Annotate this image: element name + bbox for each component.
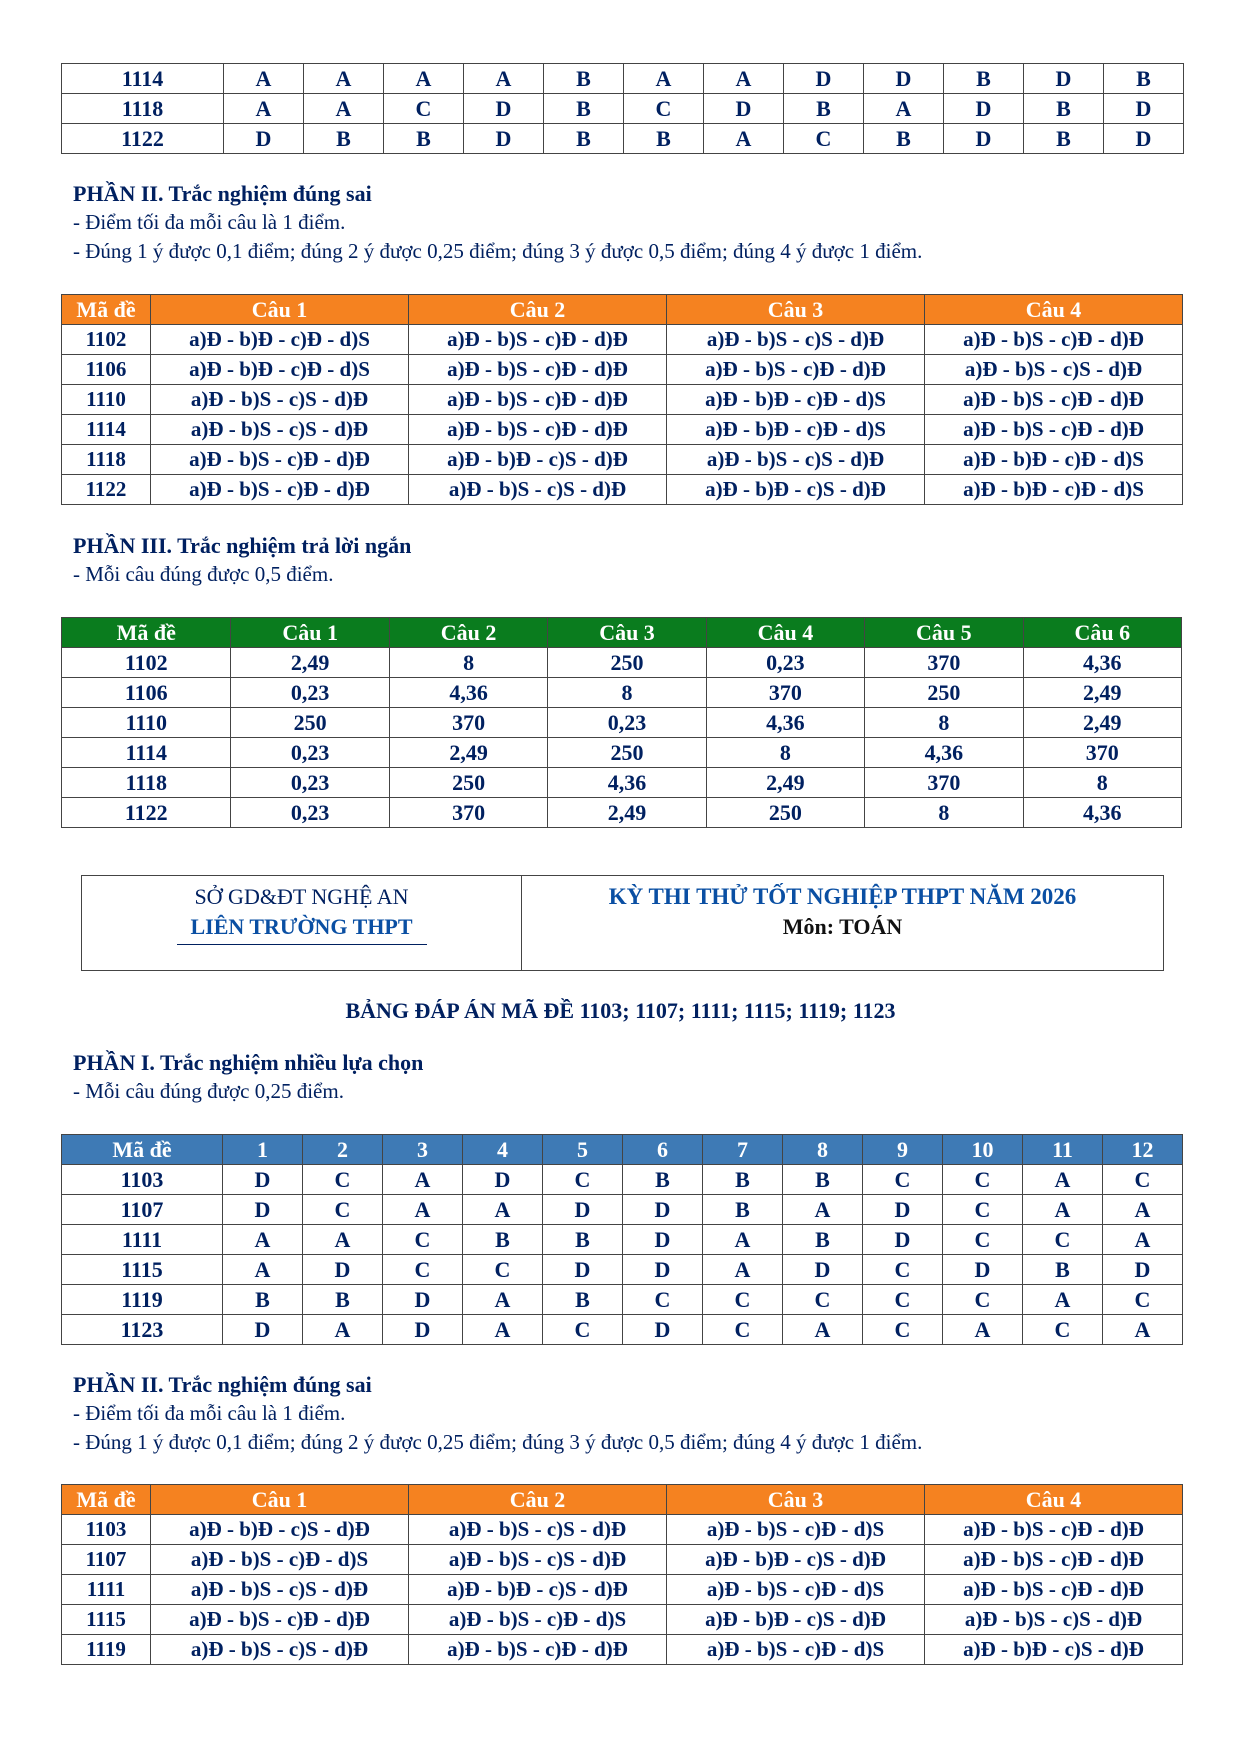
answer-cell: C: [1103, 1165, 1183, 1195]
answer-cell: a)Đ - b)S - c)Đ - d)S: [667, 1635, 925, 1665]
table-header-row: [62, 618, 1182, 648]
column-header: Câu 1: [151, 295, 409, 325]
answer-cell: A: [704, 124, 784, 154]
answer-cell: A: [224, 94, 304, 124]
exam-code-cell: 1122: [62, 798, 231, 828]
answer-cell: A: [463, 1315, 543, 1345]
table-row: [62, 1195, 1183, 1225]
answer-cell: D: [1024, 64, 1104, 94]
answer-cell: A: [1023, 1285, 1103, 1315]
answer-cell: B: [703, 1165, 783, 1195]
answer-cell: A: [1103, 1225, 1183, 1255]
answer-cell: a)Đ - b)S - c)S - d)Đ: [409, 1515, 667, 1545]
answer-cell: 8: [1023, 768, 1181, 798]
table-row: [62, 798, 1182, 828]
answer-cell: a)Đ - b)S - c)Đ - d)Đ: [925, 325, 1183, 355]
exam-code-cell: 1114: [62, 64, 224, 94]
table-row: [62, 355, 1183, 385]
answer-cell: a)Đ - b)S - c)Đ - d)Đ: [667, 355, 925, 385]
answer-cell: A: [1103, 1315, 1183, 1345]
answer-cell: a)Đ - b)Đ - c)S - d)Đ: [667, 1605, 925, 1635]
column-header: Câu 3: [667, 1485, 925, 1515]
answer-cell: A: [464, 64, 544, 94]
answer-cell: A: [304, 94, 384, 124]
answer-cell: 4,36: [548, 768, 706, 798]
column-header: Mã đề: [62, 618, 231, 648]
exam-code-cell: 1119: [62, 1635, 151, 1665]
answer-cell: a)Đ - b)S - c)Đ - d)Đ: [409, 355, 667, 385]
answer-cell: a)Đ - b)S - c)S - d)Đ: [667, 325, 925, 355]
answer-cell: A: [223, 1255, 303, 1285]
answer-cell: 250: [865, 678, 1023, 708]
part3-note: - Mỗi câu đúng được 0,5 điểm.: [73, 562, 334, 586]
answer-cell: B: [1104, 64, 1184, 94]
department-name: SỞ GD&ĐT NGHỆ AN: [194, 884, 409, 909]
exam-code-cell: 1111: [62, 1575, 151, 1605]
answer-cell: a)Đ - b)S - c)S - d)Đ: [151, 1635, 409, 1665]
answer-cell: 250: [548, 738, 706, 768]
answer-cell: B: [304, 124, 384, 154]
answer-cell: A: [383, 1195, 463, 1225]
answer-cell: A: [463, 1195, 543, 1225]
exam-code-cell: 1122: [62, 475, 151, 505]
table-row: [62, 124, 1184, 154]
answer-cell: a)Đ - b)S - c)Đ - d)Đ: [151, 475, 409, 505]
answer-cell: A: [383, 1165, 463, 1195]
answer-cell: C: [383, 1255, 463, 1285]
answer-cell: a)Đ - b)S - c)Đ - d)S: [409, 1605, 667, 1635]
answer-cell: a)Đ - b)Đ - c)S - d)Đ: [151, 1515, 409, 1545]
table-row: [62, 94, 1184, 124]
answer-cell: B: [544, 64, 624, 94]
exam-code-cell: 1111: [62, 1225, 223, 1255]
exam-code-cell: 1114: [62, 738, 231, 768]
answer-cell: a)Đ - b)S - c)S - d)Đ: [925, 355, 1183, 385]
exam-code-cell: 1107: [62, 1195, 223, 1225]
answer-cell: C: [543, 1165, 623, 1195]
answer-cell: C: [543, 1315, 623, 1345]
column-header: 7: [703, 1135, 783, 1165]
answer-cell: C: [863, 1165, 943, 1195]
exam-code-cell: 1106: [62, 355, 151, 385]
exam-code-cell: 1115: [62, 1255, 223, 1285]
column-header: Mã đề: [62, 1485, 151, 1515]
table-row: [62, 1285, 1183, 1315]
exam-code-cell: 1122: [62, 124, 224, 154]
answer-cell: B: [543, 1225, 623, 1255]
answer-cell: C: [943, 1285, 1023, 1315]
answer-cell: D: [863, 1225, 943, 1255]
answer-cell: a)Đ - b)S - c)S - d)Đ: [925, 1605, 1183, 1635]
answer-cell: 8: [865, 708, 1023, 738]
top-mc-table: [61, 63, 1184, 154]
table-row: [62, 64, 1184, 94]
column-header: 8: [783, 1135, 863, 1165]
answer-cell: 250: [548, 648, 706, 678]
table-header-row: [62, 1485, 1183, 1515]
answer-cell: D: [303, 1255, 383, 1285]
answer-cell: D: [223, 1165, 303, 1195]
part1-b-title: PHẦN I. Trắc nghiệm nhiều lựa chọn: [73, 1050, 424, 1075]
answer-cell: 8: [865, 798, 1023, 828]
answer-cell: a)Đ - b)S - c)Đ - d)Đ: [925, 1545, 1183, 1575]
answer-cell: B: [223, 1285, 303, 1315]
answer-cell: C: [943, 1165, 1023, 1195]
answer-cell: D: [463, 1165, 543, 1195]
answer-cell: A: [943, 1315, 1023, 1345]
answer-cell: 2,49: [231, 648, 389, 678]
answer-cell: B: [623, 1165, 703, 1195]
table-row: [62, 648, 1182, 678]
answer-cell: 0,23: [231, 768, 389, 798]
answer-cell: a)Đ - b)S - c)Đ - d)Đ: [409, 415, 667, 445]
answer-cell: A: [624, 64, 704, 94]
answer-cell: B: [463, 1225, 543, 1255]
answer-cell: 2,49: [706, 768, 864, 798]
column-header: Câu 1: [231, 618, 389, 648]
answer-cell: a)Đ - b)Đ - c)S - d)Đ: [925, 1635, 1183, 1665]
answer-cell: a)Đ - b)S - c)Đ - d)Đ: [409, 1635, 667, 1665]
exam-code-cell: 1102: [62, 648, 231, 678]
answer-cell: 2,49: [548, 798, 706, 828]
exam-code-cell: 1114: [62, 415, 151, 445]
table-row: [62, 385, 1183, 415]
part3-table: [61, 617, 1182, 828]
answer-cell: A: [1023, 1165, 1103, 1195]
answer-cell: D: [223, 1315, 303, 1345]
column-header: Mã đề: [62, 295, 151, 325]
answer-cell: B: [703, 1195, 783, 1225]
column-header: 2: [303, 1135, 383, 1165]
table-row: [62, 1315, 1183, 1345]
part1-b-table: [61, 1134, 1183, 1345]
answer-cell: A: [463, 1285, 543, 1315]
column-header: Câu 3: [667, 295, 925, 325]
answer-cell: C: [1103, 1285, 1183, 1315]
answer-cell: D: [464, 94, 544, 124]
answer-cell: B: [543, 1285, 623, 1315]
answer-cell: a)Đ - b)Đ - c)Đ - d)S: [925, 475, 1183, 505]
answer-cell: a)Đ - b)S - c)Đ - d)Đ: [151, 445, 409, 475]
column-header: 4: [463, 1135, 543, 1165]
answer-cell: a)Đ - b)S - c)S - d)Đ: [409, 1545, 667, 1575]
answer-cell: a)Đ - b)S - c)Đ - d)S: [151, 1545, 409, 1575]
school-name: LIÊN TRƯỜNG THPT: [190, 914, 413, 939]
answer-cell: a)Đ - b)S - c)S - d)Đ: [151, 385, 409, 415]
answer-cell: D: [944, 124, 1024, 154]
answer-cell: D: [383, 1315, 463, 1345]
answer-cell: a)Đ - b)S - c)Đ - d)Đ: [409, 325, 667, 355]
answer-cell: 8: [706, 738, 864, 768]
answer-cell: D: [383, 1285, 463, 1315]
part2-b-title: PHẦN II. Trắc nghiệm đúng sai: [73, 1372, 372, 1397]
answer-cell: 8: [548, 678, 706, 708]
answer-cell: 250: [706, 798, 864, 828]
answer-cell: a)Đ - b)S - c)S - d)Đ: [151, 415, 409, 445]
table-row: [62, 708, 1182, 738]
answer-cell: 370: [1023, 738, 1181, 768]
table-row: [62, 1575, 1183, 1605]
exam-code-cell: 1118: [62, 445, 151, 475]
exam-code-cell: 1119: [62, 1285, 223, 1315]
answer-cell: D: [1104, 124, 1184, 154]
answer-cell: C: [1023, 1315, 1103, 1345]
answer-cell: 370: [389, 708, 547, 738]
column-header: Câu 4: [925, 1485, 1183, 1515]
answer-cell: C: [624, 94, 704, 124]
column-header: 12: [1103, 1135, 1183, 1165]
column-header: Câu 4: [706, 618, 864, 648]
table-row: [62, 1635, 1183, 1665]
part2-b-table: [61, 1484, 1183, 1665]
answer-cell: a)Đ - b)Đ - c)Đ - d)S: [925, 445, 1183, 475]
answer-cell: a)Đ - b)S - c)Đ - d)Đ: [409, 385, 667, 415]
answer-cell: a)Đ - b)S - c)Đ - d)Đ: [151, 1605, 409, 1635]
answer-cell: D: [1103, 1255, 1183, 1285]
answer-cell: C: [784, 124, 864, 154]
answer-cell: a)Đ - b)Đ - c)S - d)Đ: [667, 1545, 925, 1575]
answer-cell: B: [864, 124, 944, 154]
table-row: [62, 678, 1182, 708]
answer-cell: a)Đ - b)S - c)Đ - d)S: [667, 1575, 925, 1605]
answer-cell: 4,36: [1023, 798, 1181, 828]
column-header: Câu 2: [409, 295, 667, 325]
table-row: [62, 325, 1183, 355]
column-header: 3: [383, 1135, 463, 1165]
table-row: [62, 1605, 1183, 1635]
table-row: [62, 1545, 1183, 1575]
answer-cell: a)Đ - b)Đ - c)S - d)Đ: [667, 475, 925, 505]
answer-cell: A: [1103, 1195, 1183, 1225]
answer-cell: a)Đ - b)S - c)Đ - d)Đ: [925, 415, 1183, 445]
answer-cell: A: [704, 64, 784, 94]
answer-cell: a)Đ - b)Đ - c)Đ - d)S: [667, 415, 925, 445]
exam-code-cell: 1102: [62, 325, 151, 355]
answer-cell: B: [1024, 94, 1104, 124]
answer-cell: 2,49: [1023, 708, 1181, 738]
column-header: Câu 2: [389, 618, 547, 648]
exam-code-cell: 1107: [62, 1545, 151, 1575]
column-header: 9: [863, 1135, 943, 1165]
part2-b-note-2: - Đúng 1 ý được 0,1 điểm; đúng 2 ý được 0,25 điểm; đúng 3 ý được 0,5 điểm; đúng 4 ý được 1 điểm.: [73, 1430, 923, 1454]
answer-table-title: BẢNG ĐÁP ÁN MÃ ĐỀ 1103; 1107; 1111; 1115; 1119; 1123: [345, 998, 896, 1023]
answer-cell: C: [383, 1225, 463, 1255]
column-header: Câu 1: [151, 1485, 409, 1515]
answer-cell: D: [623, 1195, 703, 1225]
answer-cell: a)Đ - b)Đ - c)Đ - d)S: [667, 385, 925, 415]
column-header: Mã đề: [62, 1135, 223, 1165]
column-header: 5: [543, 1135, 623, 1165]
answer-cell: C: [384, 94, 464, 124]
answer-cell: D: [864, 64, 944, 94]
answer-cell: D: [623, 1225, 703, 1255]
column-header: 1: [223, 1135, 303, 1165]
answer-cell: 0,23: [231, 678, 389, 708]
table-row: [62, 1515, 1183, 1545]
answer-cell: 4,36: [389, 678, 547, 708]
exam-code-cell: 1103: [62, 1165, 223, 1195]
answer-cell: A: [303, 1315, 383, 1345]
answer-cell: A: [303, 1225, 383, 1255]
exam-code-cell: 1103: [62, 1515, 151, 1545]
exam-code-cell: 1115: [62, 1605, 151, 1635]
exam-code-cell: 1110: [62, 708, 231, 738]
answer-cell: A: [703, 1225, 783, 1255]
table-row: [62, 768, 1182, 798]
answer-cell: C: [623, 1285, 703, 1315]
answer-cell: A: [864, 94, 944, 124]
part2-a-note-2: - Đúng 1 ý được 0,1 điểm; đúng 2 ý được 0,25 điểm; đúng 3 ý được 0,5 điểm; đúng 4 ý được 1 điểm.: [73, 239, 923, 263]
table-row: [62, 415, 1183, 445]
answer-cell: D: [704, 94, 784, 124]
answer-cell: C: [783, 1285, 863, 1315]
table-header-row: [62, 295, 1183, 325]
answer-cell: C: [943, 1195, 1023, 1225]
exam-code-cell: 1118: [62, 94, 224, 124]
answer-cell: B: [783, 1165, 863, 1195]
answer-cell: B: [303, 1285, 383, 1315]
answer-cell: 370: [706, 678, 864, 708]
answer-cell: A: [224, 64, 304, 94]
answer-cell: a)Đ - b)S - c)S - d)Đ: [667, 445, 925, 475]
answer-cell: B: [1024, 124, 1104, 154]
answer-cell: D: [464, 124, 544, 154]
part1-b-note: - Mỗi câu đúng được 0,25 điểm.: [73, 1079, 344, 1103]
column-header: 6: [623, 1135, 703, 1165]
answer-cell: C: [863, 1315, 943, 1345]
answer-cell: B: [624, 124, 704, 154]
answer-cell: D: [863, 1195, 943, 1225]
answer-cell: 4,36: [865, 738, 1023, 768]
answer-cell: C: [303, 1195, 383, 1225]
answer-cell: C: [863, 1285, 943, 1315]
column-header: Câu 3: [548, 618, 706, 648]
answer-cell: A: [304, 64, 384, 94]
answer-cell: B: [544, 124, 624, 154]
answer-cell: D: [944, 94, 1024, 124]
answer-cell: D: [623, 1255, 703, 1285]
answer-cell: C: [1023, 1225, 1103, 1255]
part3-title: PHẦN III. Trắc nghiệm trả lời ngắn: [73, 533, 412, 558]
answer-cell: D: [223, 1195, 303, 1225]
table-row: [62, 1225, 1183, 1255]
answer-cell: a)Đ - b)Đ - c)S - d)Đ: [409, 445, 667, 475]
answer-cell: a)Đ - b)S - c)S - d)Đ: [151, 1575, 409, 1605]
column-header: Câu 5: [865, 618, 1023, 648]
column-header: Câu 4: [925, 295, 1183, 325]
exam-code-cell: 1123: [62, 1315, 223, 1345]
answer-cell: A: [703, 1255, 783, 1285]
answer-cell: A: [1023, 1195, 1103, 1225]
table-row: [62, 738, 1182, 768]
answer-cell: 4,36: [706, 708, 864, 738]
exam-title: KỲ THI THỬ TỐT NGHIỆP THPT NĂM 2026: [608, 884, 1077, 909]
column-header: Câu 2: [409, 1485, 667, 1515]
answer-cell: A: [783, 1195, 863, 1225]
answer-cell: B: [944, 64, 1024, 94]
answer-cell: B: [784, 94, 864, 124]
exam-code-cell: 1110: [62, 385, 151, 415]
answer-cell: C: [703, 1285, 783, 1315]
answer-cell: a)Đ - b)S - c)S - d)Đ: [409, 475, 667, 505]
exam-code-cell: 1118: [62, 768, 231, 798]
answer-cell: C: [863, 1255, 943, 1285]
answer-cell: C: [943, 1225, 1023, 1255]
part2-a-table: [61, 294, 1183, 505]
answer-cell: a)Đ - b)S - c)Đ - d)Đ: [925, 1575, 1183, 1605]
answer-cell: A: [223, 1225, 303, 1255]
answer-cell: A: [783, 1315, 863, 1345]
answer-cell: 2,49: [1023, 678, 1181, 708]
column-header: 11: [1023, 1135, 1103, 1165]
answer-cell: D: [224, 124, 304, 154]
answer-cell: a)Đ - b)Đ - c)S - d)Đ: [409, 1575, 667, 1605]
answer-cell: a)Đ - b)S - c)Đ - d)Đ: [925, 1515, 1183, 1545]
school-underline: [177, 944, 427, 945]
answer-cell: a)Đ - b)S - c)Đ - d)S: [667, 1515, 925, 1545]
exam-subject: Môn: TOÁN: [782, 914, 903, 939]
answer-cell: 0,23: [548, 708, 706, 738]
table-row: [62, 1165, 1183, 1195]
answer-cell: B: [384, 124, 464, 154]
answer-cell: D: [543, 1255, 623, 1285]
answer-cell: 250: [389, 768, 547, 798]
answer-cell: a)Đ - b)S - c)Đ - d)Đ: [925, 385, 1183, 415]
answer-cell: D: [1104, 94, 1184, 124]
answer-cell: 0,23: [706, 648, 864, 678]
answer-cell: C: [463, 1255, 543, 1285]
table-row: [62, 475, 1183, 505]
answer-cell: 370: [389, 798, 547, 828]
answer-cell: 2,49: [389, 738, 547, 768]
answer-cell: 370: [865, 768, 1023, 798]
part2-b-note-1: - Điểm tối đa mỗi câu là 1 điểm.: [73, 1401, 346, 1425]
answer-cell: B: [783, 1225, 863, 1255]
exam-header-box: [81, 875, 1164, 971]
answer-cell: D: [784, 64, 864, 94]
part2-a-title: PHẦN II. Trắc nghiệm đúng sai: [73, 181, 372, 206]
exam-code-cell: 1106: [62, 678, 231, 708]
answer-cell: a)Đ - b)Đ - c)Đ - d)S: [151, 355, 409, 385]
answer-cell: a)Đ - b)Đ - c)Đ - d)S: [151, 325, 409, 355]
answer-cell: B: [544, 94, 624, 124]
answer-cell: D: [943, 1255, 1023, 1285]
answer-cell: B: [1023, 1255, 1103, 1285]
part2-a-note-1: - Điểm tối đa mỗi câu là 1 điểm.: [73, 210, 346, 234]
answer-cell: D: [783, 1255, 863, 1285]
answer-cell: C: [303, 1165, 383, 1195]
answer-cell: D: [543, 1195, 623, 1225]
table-row: [62, 1255, 1183, 1285]
column-header: Câu 6: [1023, 618, 1181, 648]
answer-cell: 4,36: [1023, 648, 1181, 678]
header-left: [82, 876, 522, 970]
answer-cell: 0,23: [231, 798, 389, 828]
answer-cell: 370: [865, 648, 1023, 678]
table-row: [62, 445, 1183, 475]
answer-cell: 8: [389, 648, 547, 678]
column-header: 10: [943, 1135, 1023, 1165]
table-header-row: [62, 1135, 1183, 1165]
answer-cell: A: [384, 64, 464, 94]
header-right: [522, 876, 1163, 970]
answer-cell: 0,23: [231, 738, 389, 768]
answer-cell: C: [703, 1315, 783, 1345]
answer-cell: D: [623, 1315, 703, 1345]
answer-cell: 250: [231, 708, 389, 738]
